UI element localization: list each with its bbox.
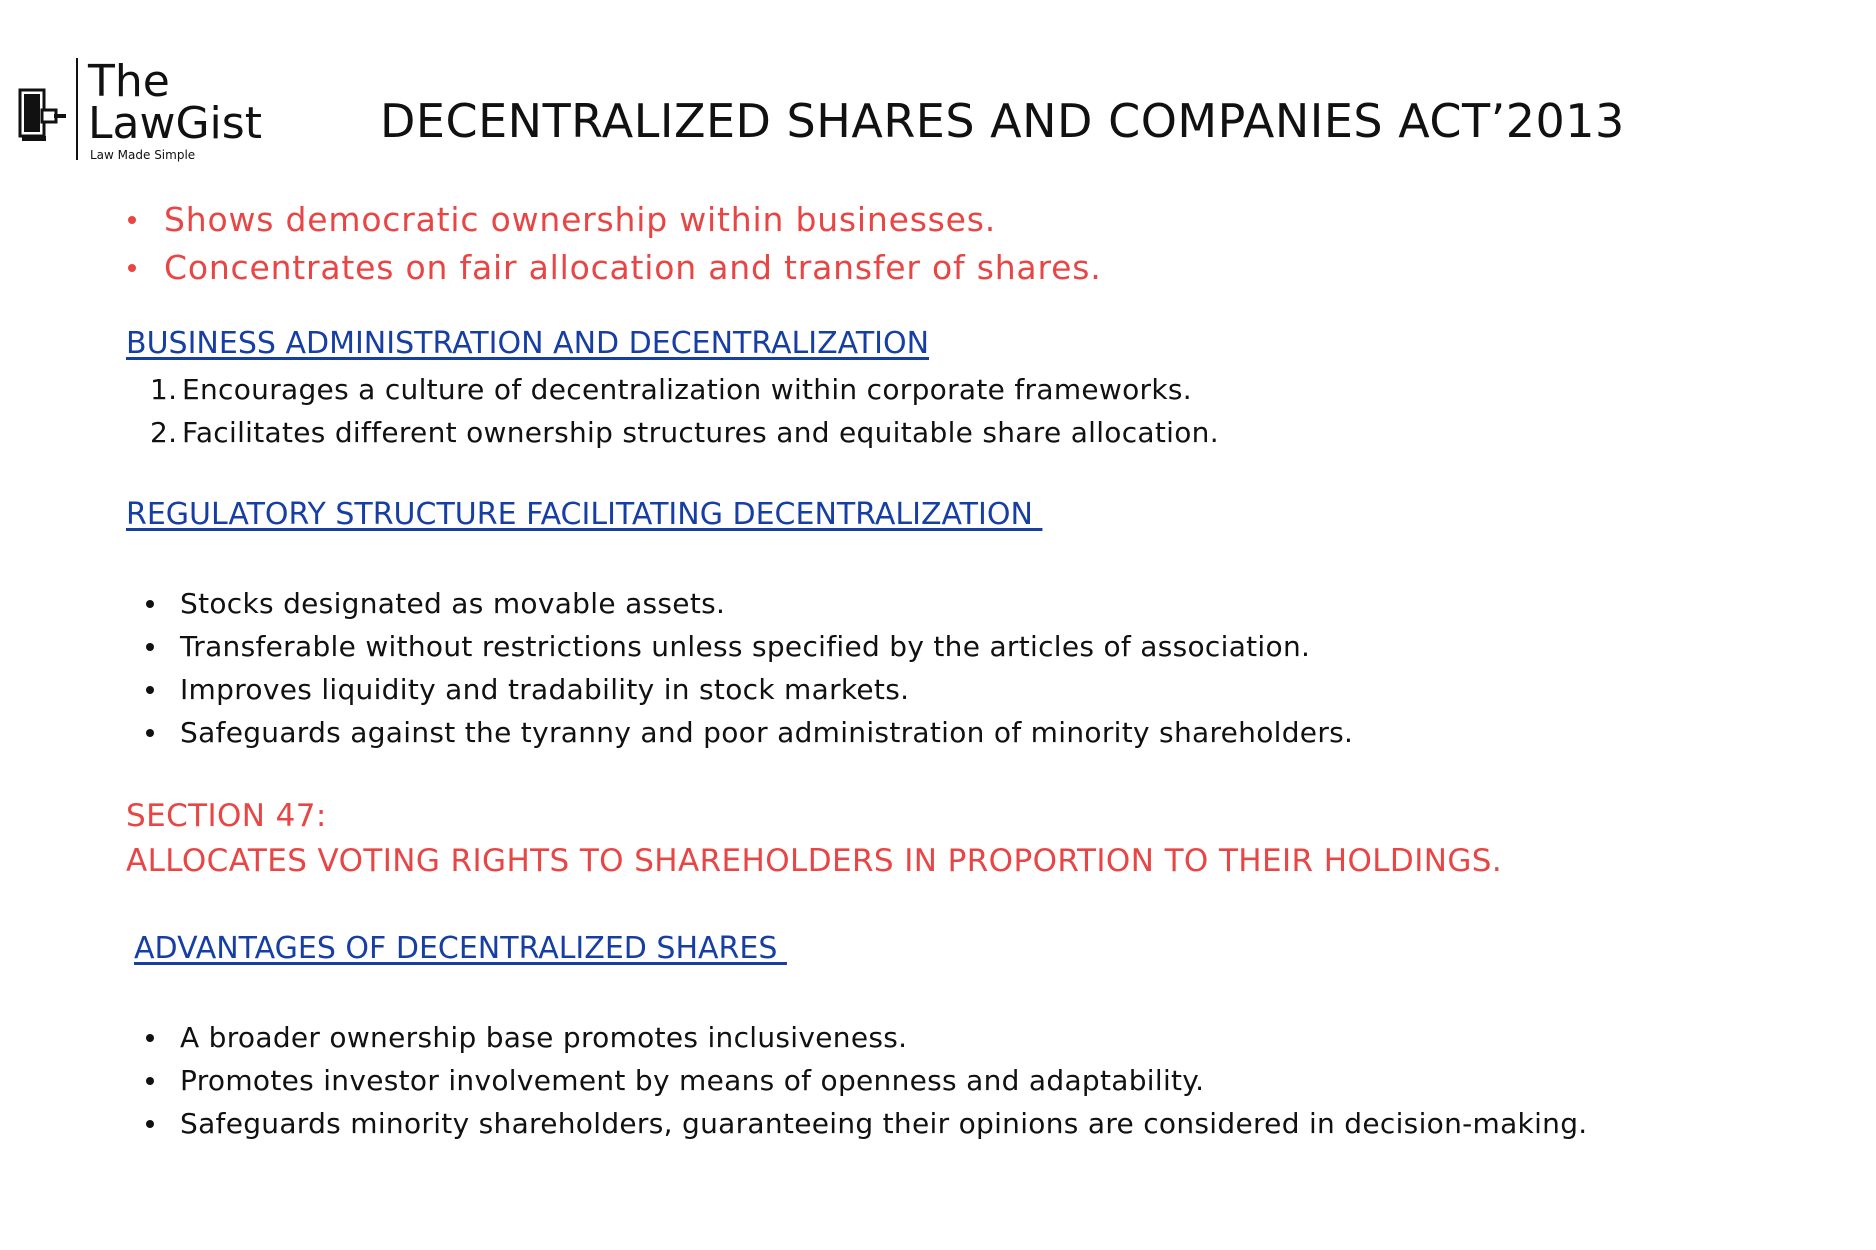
page-title: DECENTRALIZED SHARES AND COMPANIES ACT’2013: [380, 94, 1625, 148]
book-gavel-icon: [16, 86, 68, 146]
list-item: Improves liquidity and tradability in stock markets.: [146, 668, 1826, 711]
logo-text-lawgist: LawGist: [88, 98, 262, 149]
list-item: A broader ownership base promotes inclusiveness.: [146, 1016, 1810, 1059]
business-admin-list: [150, 368, 1850, 454]
section-47-text: ALLOCATES VOTING RIGHTS TO SHAREHOLDERS IN PROPORTION TO THEIR HOLDINGS.: [126, 843, 1503, 879]
logo-tagline: Law Made Simple: [90, 148, 196, 162]
list-item: Shows democratic ownership within businesses.: [128, 196, 1828, 244]
list-item: Safeguards minority shareholders, guaranteeing their opinions are considered in decision-making.: [146, 1102, 1810, 1145]
list-item-number: 2.: [150, 416, 178, 449]
list-item: Safeguards against the tyranny and poor administration of minority shareholders.: [146, 711, 1826, 754]
regulatory-heading: REGULATORY STRUCTURE FACILITATING DECENTRALIZATION: [126, 497, 1043, 532]
advantages-list: [146, 1016, 1810, 1145]
business-admin-heading: BUSINESS ADMINISTRATION AND DECENTRALIZATION: [126, 326, 930, 361]
list-item: Concentrates on fair allocation and transfer of shares.: [128, 244, 1828, 292]
list-item-number: 1.: [150, 373, 178, 406]
advantages-heading: ADVANTAGES OF DECENTRALIZED SHARES: [134, 931, 787, 966]
list-item: Promotes investor involvement by means of openness and adaptability.: [146, 1059, 1810, 1102]
regulatory-list: [146, 582, 1826, 754]
list-item: [150, 411, 1850, 454]
list-item: Stocks designated as movable assets.: [146, 582, 1826, 625]
list-item-text: Encourages a culture of decentralization within corporate frameworks.: [182, 373, 1192, 406]
list-item: Transferable without restrictions unless specified by the articles of association.: [146, 625, 1826, 668]
intro-list: [128, 196, 1828, 292]
logo-divider: [76, 58, 78, 160]
section-47-label: SECTION 47:: [126, 798, 327, 834]
logo: [12, 58, 282, 166]
logo-text-the: The: [88, 56, 170, 107]
list-item-text: Facilitates different ownership structures and equitable share allocation.: [182, 416, 1219, 449]
list-item: [150, 368, 1850, 411]
